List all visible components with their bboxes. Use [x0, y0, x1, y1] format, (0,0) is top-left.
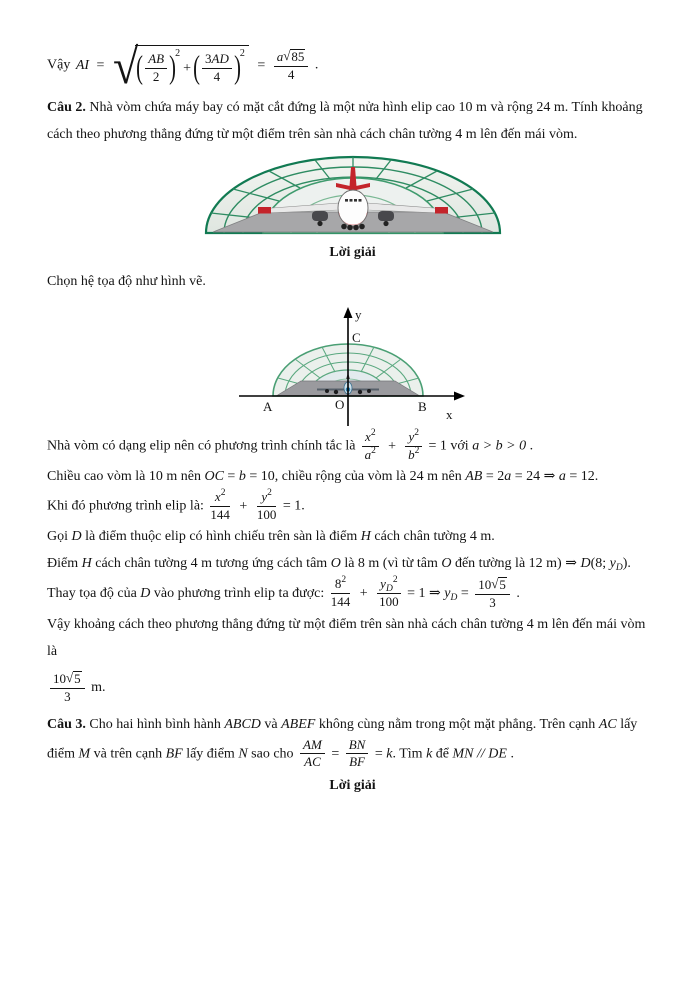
- wheel: [353, 225, 359, 231]
- text-run: Khi đó phương trình elip là:: [47, 498, 208, 514]
- problem-2-text: Nhà vòm chứa máy bay có mặt cắt đứng là một nửa hình elip cao 10 m và rộng 24 m. Tính khoảng cách theo phương thẳng đứng từ một điểm trên sàn nhà cách chân tường 4 m lên đến mái vòm.: [47, 100, 643, 142]
- fraction-y2-b2: [405, 430, 422, 463]
- text-run: là điểm thuộc elip có hình chiếu trên sàn là điểm: [81, 528, 361, 544]
- coordinate-diagram: [237, 304, 469, 428]
- hangar-figure: [47, 153, 658, 237]
- coordinate-figure: [47, 304, 658, 428]
- label-B: B: [417, 399, 427, 414]
- equals-sign: =: [257, 57, 269, 73]
- text-run: Thay tọa độ của: [47, 585, 141, 601]
- cockpit-window: [345, 199, 348, 202]
- problem-3-statement: [47, 711, 658, 771]
- text-run: là 8 m (vì từ tâm: [340, 555, 442, 571]
- numerator: $y^2$: [405, 430, 422, 447]
- text-run: cách chân tường 4 m tương ứng cách tâm: [91, 555, 331, 571]
- var-D: D: [140, 585, 151, 601]
- radical-icon: √: [491, 575, 499, 591]
- var-AC: AC: [598, 716, 617, 732]
- text-run: ).: [622, 555, 631, 571]
- text-run: (8;: [590, 555, 610, 571]
- radical-body: ( $\frac{AB}{2}$ ) $^2$ + ( $\frac{3AD}{4}$ ) $^2$: [135, 45, 249, 88]
- var-k: k: [426, 746, 433, 762]
- text-run: Điểm: [47, 555, 82, 571]
- var-a: a: [504, 468, 512, 484]
- fraction-result: [274, 49, 309, 83]
- numerator: $x^2$: [362, 430, 379, 447]
- label-x: x: [445, 407, 452, 422]
- text-run: Cho hai hình bình hành: [85, 716, 225, 732]
- choose-axes-text: Chọn hệ tọa độ như hình vẽ.: [47, 274, 206, 289]
- radical-expression: [112, 38, 249, 95]
- right-paren: ): [233, 50, 241, 86]
- period: .: [516, 585, 520, 601]
- var-D: D: [71, 528, 82, 544]
- text-run: không cùng nằm trong một mặt phẳng. Trên cạnh: [315, 716, 599, 732]
- right-paren: ): [169, 50, 177, 86]
- square-root: [66, 671, 82, 686]
- fraction-82-144: [331, 577, 351, 610]
- mini-engine: [357, 390, 361, 394]
- text-run: sao cho: [247, 746, 298, 762]
- hangar-illustration: [200, 153, 506, 237]
- text-run: = 12.: [565, 468, 599, 484]
- denominator: 3: [489, 594, 496, 610]
- denominator: 100: [256, 506, 277, 522]
- var-y: y: [609, 555, 616, 571]
- denominator: 100: [379, 594, 399, 610]
- var-AD: AD: [211, 50, 229, 66]
- cockpit-window: [354, 199, 357, 202]
- text-run: Nhà vòm có dạng elip nên có phương trình chính tắc là: [47, 438, 360, 454]
- var-a: a: [558, 468, 566, 484]
- fraction-x2-a2: [362, 430, 379, 463]
- text-run: để: [432, 746, 453, 762]
- fraction-BN-BF: [346, 738, 369, 771]
- text-run: = 1 ⇒: [407, 585, 445, 601]
- text-run: = 1 với: [428, 438, 473, 454]
- equals-sign: =: [460, 585, 473, 601]
- plus-sign: +: [239, 498, 248, 514]
- wheel: [359, 224, 365, 230]
- numerator: AB: [145, 52, 167, 69]
- radicand: 5: [74, 670, 81, 686]
- numerator: [202, 52, 232, 69]
- radical-icon: √: [283, 47, 291, 63]
- point-D-paragraph: [47, 523, 658, 550]
- period: .: [526, 438, 534, 454]
- unit-text: m.: [91, 679, 106, 695]
- cockpit-window: [349, 199, 352, 202]
- numerator: [274, 49, 309, 67]
- problem-2-statement: [47, 94, 658, 148]
- text-run: Gọi: [47, 528, 72, 544]
- solution-heading: Lời giải: [329, 245, 376, 260]
- subscript-D: D: [450, 592, 458, 603]
- substitution-paragraph: [47, 577, 658, 611]
- equals-sign: =: [374, 746, 387, 762]
- period: .: [506, 746, 514, 762]
- text-run: = 2: [482, 468, 505, 484]
- airplane-wingtip-right: [435, 207, 448, 214]
- plus-sign: +: [388, 438, 396, 454]
- var-D: D: [580, 555, 591, 571]
- denominator: BF: [349, 754, 365, 770]
- equals-sign: =: [96, 57, 108, 73]
- var-H: H: [360, 528, 371, 544]
- text-run: Chiều cao vòm là 10 m nên: [47, 468, 205, 484]
- text-run: lấy điểm: [47, 716, 638, 762]
- var-ABCD: ABCD: [224, 716, 261, 732]
- period: .: [314, 57, 319, 73]
- text-run: . Tìm: [392, 746, 427, 762]
- square-root: [283, 49, 305, 64]
- radicand: 5: [499, 576, 506, 592]
- var-OC: OC: [204, 468, 224, 484]
- fraction-10sqrt5-3: [475, 577, 510, 611]
- left-paren: (: [136, 50, 144, 86]
- fraction-yD2-100: [377, 577, 400, 610]
- problem-2-label: Câu 2.: [47, 100, 86, 115]
- x-axis-arrow-icon: [454, 392, 465, 401]
- var-N: N: [238, 746, 248, 762]
- fraction-x2-144: [210, 487, 230, 523]
- text-run: = 1.: [282, 498, 305, 514]
- coefficient: 3: [205, 50, 212, 66]
- var-O: O: [441, 555, 452, 571]
- wheel: [341, 224, 347, 230]
- var-MN-DE: MN // DE: [452, 746, 507, 762]
- numerator: $y_D^2$: [377, 577, 400, 594]
- label-C: C: [351, 330, 361, 345]
- var-ABEF: ABEF: [281, 716, 316, 732]
- label-A: A: [262, 399, 272, 414]
- numerator: $y^2$: [257, 490, 277, 507]
- mini-engine: [325, 389, 329, 393]
- airplane-engine-right: [378, 211, 394, 221]
- denominator: 3: [64, 688, 71, 704]
- wheel: [383, 221, 388, 226]
- fraction-3AD-4: [202, 52, 232, 85]
- dimensions-paragraph: [47, 463, 658, 490]
- denominator: 4: [213, 68, 221, 84]
- square-root: [491, 577, 507, 592]
- wheel: [347, 225, 353, 231]
- plus-sign: +: [183, 60, 191, 76]
- var-AB: AB: [465, 468, 483, 484]
- var-k: k: [386, 746, 393, 762]
- var-M: M: [78, 746, 91, 762]
- numerator: $8^2$: [331, 577, 351, 594]
- subscript-D: D: [615, 562, 623, 573]
- text-run: đến tường là 12 m) ⇒: [451, 555, 581, 571]
- cockpit-window: [358, 199, 361, 202]
- point-H-paragraph: [47, 550, 658, 577]
- denominator: AC: [304, 754, 321, 770]
- radical-icon: √: [112, 38, 139, 95]
- airplane-wingtip-left: [258, 207, 271, 214]
- denominator: 4: [287, 66, 295, 82]
- label-O: O: [334, 397, 344, 412]
- mini-engine: [333, 390, 337, 394]
- numerator: AM: [300, 738, 325, 755]
- var-a: a: [276, 48, 284, 64]
- var-AI: AI: [75, 57, 90, 73]
- label-y: y: [354, 307, 361, 322]
- problem-3-label: Câu 3.: [47, 716, 86, 732]
- var-BF: BF: [165, 746, 183, 762]
- radicand: 85: [291, 48, 305, 64]
- fraction-10sqrt5-3: [50, 671, 85, 705]
- fraction-AM-AC: [300, 738, 325, 771]
- text-run: Vậy: [47, 57, 74, 73]
- text-run: =: [223, 468, 239, 484]
- equals-sign: =: [331, 746, 343, 762]
- radical-icon: √: [66, 669, 74, 685]
- denominator: $a^2$: [364, 445, 376, 462]
- var-y: y: [444, 585, 451, 601]
- text-run: và trên cạnh: [90, 746, 166, 762]
- text-run: cách chân tường 4 m.: [370, 528, 495, 544]
- numerator: 10√5: [50, 671, 85, 689]
- conclusion-text: Vậy khoảng cách theo phương thẳng đứng từ một điểm trên sàn nhà cách chân tường 4 m lên đến mái vòm là: [47, 616, 646, 659]
- var-O: O: [330, 555, 341, 571]
- conclusion-formula: [47, 38, 658, 95]
- numerator: $x^2$: [210, 490, 230, 507]
- airplane-fuselage: [338, 190, 368, 226]
- text-run: lấy điểm: [182, 746, 239, 762]
- numerator: BN: [346, 738, 369, 755]
- var-H: H: [81, 555, 92, 571]
- wheel: [317, 221, 322, 226]
- denominator: 2: [152, 68, 160, 84]
- y-axis-arrow-icon: [343, 307, 352, 318]
- text-run: vào phương trình elip ta được:: [150, 585, 328, 601]
- var-b: b: [238, 468, 246, 484]
- solution-heading: Lời giải: [329, 778, 376, 794]
- denominator: $b^2$: [408, 445, 420, 462]
- plus-sign: +: [359, 585, 368, 601]
- text-run: và: [260, 716, 282, 732]
- denominator: 144: [210, 506, 230, 522]
- denominator: 144: [330, 594, 351, 610]
- numeric-equation-paragraph: [47, 487, 658, 523]
- ellipse-equation-paragraph: [47, 430, 658, 463]
- airplane-engine-left: [312, 211, 328, 221]
- numerator: 10√5: [475, 577, 510, 595]
- final-answer: [47, 671, 658, 705]
- text-run: = 24 ⇒: [511, 468, 559, 484]
- text-run: = 10, chiều rộng của vòm là 24 m nên: [245, 468, 466, 484]
- condition: a > b > 0: [472, 438, 527, 454]
- mini-engine: [367, 389, 371, 393]
- fraction-y2-100: [256, 487, 277, 523]
- left-paren: (: [193, 50, 200, 86]
- fraction-AB-2: [145, 52, 167, 85]
